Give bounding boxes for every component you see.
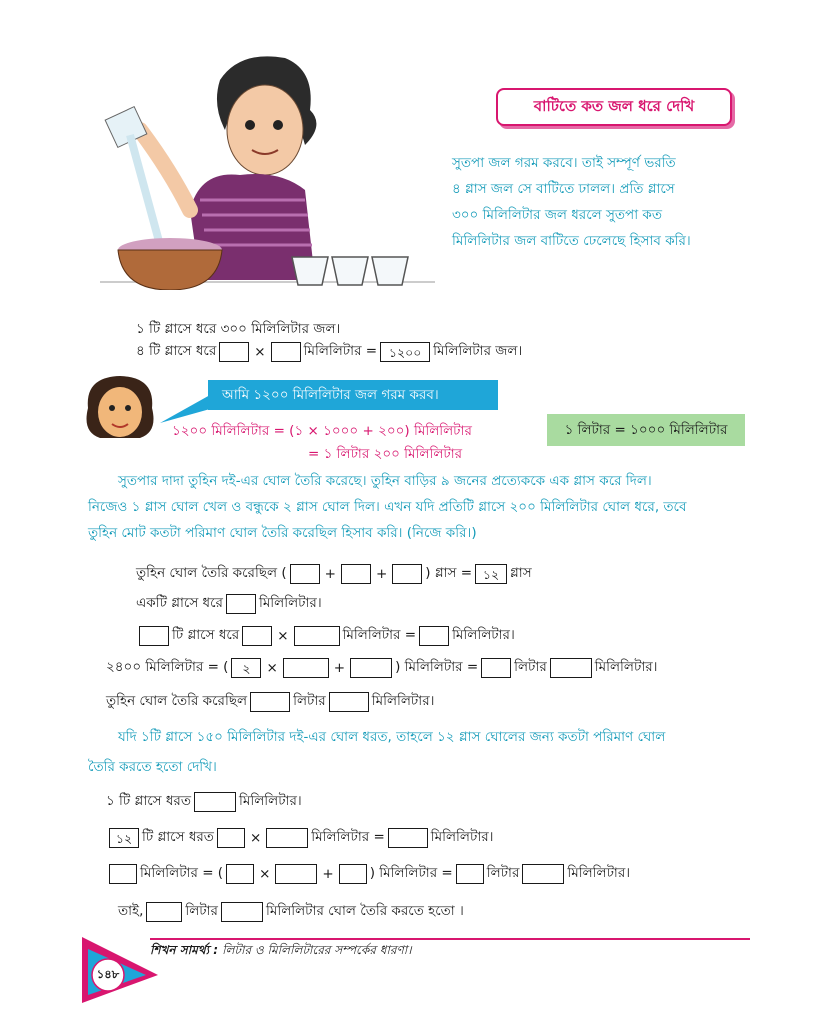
answer-box[interactable]	[419, 626, 449, 646]
calc1-line1: ১ টি গ্লাসে ধরে ৩০০ মিলিলিটার জল।	[136, 321, 341, 337]
work-text: ) মিলিলিটার =	[395, 659, 479, 675]
work-text: ) গ্লাস =	[425, 565, 473, 581]
work-text: মিলিলিটার।	[371, 693, 435, 709]
filled-answer-box: ১২	[109, 828, 139, 848]
page-number: ১৪৮	[96, 967, 120, 981]
problem2-line: তুহিন মোট কতটা পরিমাণ ঘোল তৈরি করেছিল হিসাব করি। (নিজে করি।)	[88, 525, 477, 541]
work-text: মিলিলিটার।	[594, 659, 658, 675]
work-text: মিলিলিটার = (	[140, 865, 224, 881]
answer-box[interactable]	[221, 902, 263, 922]
intro-paragraph	[452, 150, 691, 254]
answer-box[interactable]	[350, 658, 392, 678]
answer-box[interactable]	[388, 828, 428, 848]
work3-line2	[106, 826, 494, 849]
work-text: লিটার	[185, 903, 218, 919]
work-text: ২৪০০ মিলিলিটার = (	[106, 659, 229, 675]
problem3-line: যদি ১টি গ্লাসে ১৫০ মিলিলিটার দই-এর ঘোল ধরত, তাহলে ১২ গ্লাস ঘোলের জন্য কতটা পরিমাণ ঘোল	[118, 729, 666, 745]
answer-box[interactable]	[266, 828, 308, 848]
answer-box[interactable]	[250, 692, 290, 712]
work2-line1	[136, 562, 532, 585]
avatar-girl-icon	[80, 372, 160, 444]
answer-box[interactable]	[146, 902, 182, 922]
filled-answer-box: ১২	[475, 564, 507, 584]
calc1-line2	[136, 340, 522, 363]
work-text: ) মিলিলিটার =	[369, 865, 453, 881]
girl-pouring-illustration	[100, 50, 440, 290]
ml-equals: মিলিলিটার =	[303, 343, 378, 359]
answer-box[interactable]	[194, 792, 236, 812]
answer-box[interactable]	[290, 564, 320, 584]
answer-box[interactable]	[242, 626, 272, 646]
times-sign: ×	[259, 865, 271, 882]
speech-bubble: আমি ১২০০ মিলিলিটার জল গরম করব।	[208, 380, 498, 410]
fact-box: ১ লিটার = ১০০০ মিলিলিটার	[547, 414, 745, 446]
answer-box[interactable]	[392, 564, 422, 584]
work-text: মিলিলিটার।	[239, 793, 302, 809]
work-text: টি গ্লাসে ধরে	[172, 627, 240, 643]
answer-box[interactable]	[329, 692, 369, 712]
work-text: তুহিন ঘোল তৈরি করেছিল (	[136, 565, 287, 581]
answer-box[interactable]	[109, 864, 137, 884]
answer-box[interactable]	[522, 864, 564, 884]
work-text: লিটার	[293, 693, 326, 709]
filled-answer-box: ১২০০	[380, 342, 430, 362]
answer-box[interactable]	[271, 342, 301, 362]
work-text: একটি গ্লাসে ধরে	[136, 595, 223, 611]
work3-line1	[106, 790, 302, 813]
footer-description: লিটার ও মিলিলিটারের সম্পর্কের ধারণা।	[222, 943, 412, 957]
work3-line3	[106, 862, 630, 885]
work-text: লিটার	[486, 865, 520, 881]
plus-sign: +	[375, 565, 388, 582]
answer-box[interactable]	[275, 864, 317, 884]
answer-box[interactable]	[219, 342, 249, 362]
footer-label: শিখন সামর্থ্য :	[150, 943, 219, 957]
problem2-line: সুতপার দাদা তুহিন দই-এর ঘোল তৈরি করেছে। তুহিন বাড়ির ৯ জনের প্রত্যেককে এক গ্লাস করে দিল।	[118, 473, 652, 489]
work2-line3	[136, 624, 515, 647]
times-sign: ×	[277, 627, 289, 644]
work-text: গ্লাস	[510, 565, 532, 581]
answer-box[interactable]	[294, 626, 340, 646]
work-text: মিলিলিটার।	[567, 865, 631, 881]
problem2-line: নিজেও ১ গ্লাস ঘোল খেল ও বন্ধুকে ২ গ্লাস ঘোল দিল। এখন যদি প্রতিটি গ্লাসে ২০০ মিলিলিটার ঘোল ধরে, তবে	[88, 499, 687, 515]
filled-answer-box: ২	[231, 658, 261, 678]
intro-line: ৩০০ মিলিলিটার জল ধরলে সুতপা কত	[452, 207, 662, 223]
answer-box[interactable]	[283, 658, 329, 678]
answer-box[interactable]	[481, 658, 511, 678]
times-sign: ×	[266, 659, 278, 676]
footer-rule	[150, 938, 750, 940]
answer-box[interactable]	[139, 626, 169, 646]
problem2-paragraph	[88, 468, 686, 546]
problem3-line: তৈরি করতে হতো দেখি।	[88, 759, 217, 775]
answer-box[interactable]	[456, 864, 484, 884]
work2-line4	[106, 656, 658, 679]
footer-text	[150, 942, 412, 962]
work-text: মিলিলিটার।	[430, 829, 494, 845]
work3-line4	[118, 900, 464, 923]
work2-line5	[106, 690, 434, 713]
conversion-line1: ১২০০ মিলিলিটার = (১ × ১০০০ + ২০০) মিলিলিটার	[172, 423, 472, 439]
answer-box[interactable]	[226, 594, 256, 614]
work-text: লিটার	[514, 659, 547, 675]
answer-box[interactable]	[341, 564, 371, 584]
times-sign: ×	[249, 829, 262, 846]
work-text: মিলিলিটার =	[342, 627, 417, 643]
answer-box[interactable]	[550, 658, 592, 678]
answer-box[interactable]	[217, 828, 245, 848]
intro-line: মিলিলিটার জল বাটিতে ঢেলেছে হিসাব করি।	[452, 233, 691, 249]
work-text: মিলিলিটার ঘোল তৈরি করতে হতো ।	[265, 903, 464, 919]
calc1-suffix: মিলিলিটার জল।	[433, 343, 523, 359]
plus-sign: +	[324, 565, 336, 582]
problem3-paragraph	[88, 722, 665, 782]
conversion-line2: = ১ লিটার ২০০ মিলিলিটার	[308, 446, 463, 462]
work-text: ১ টি গ্লাসে ধরত	[106, 793, 191, 809]
plus-sign: +	[322, 865, 334, 882]
answer-box[interactable]	[339, 864, 367, 884]
work-text: তুহিন ঘোল তৈরি করেছিল	[106, 693, 248, 709]
work-text: মিলিলিটার।	[258, 595, 322, 611]
work2-line2	[136, 592, 322, 615]
work-text: মিলিলিটার।	[452, 627, 515, 643]
answer-box[interactable]	[226, 864, 254, 884]
plus-sign: +	[333, 659, 346, 676]
times-sign: ×	[254, 343, 266, 360]
intro-line: সুতপা জল গরম করবে। তাই সম্পূর্ণ ভরতি	[452, 155, 676, 171]
work-text: মিলিলিটার =	[311, 829, 385, 845]
work-text: তাই,	[118, 903, 144, 919]
intro-line: ৪ গ্লাস জল সে বাটিতে ঢালল। প্রতি গ্লাসে	[452, 181, 675, 197]
work-text: টি গ্লাসে ধরত	[142, 829, 214, 845]
section-title: বাটিতে কত জল ধরে দেখি	[496, 88, 732, 126]
calc1-prefix: ৪ টি গ্লাসে ধরে	[136, 343, 217, 359]
